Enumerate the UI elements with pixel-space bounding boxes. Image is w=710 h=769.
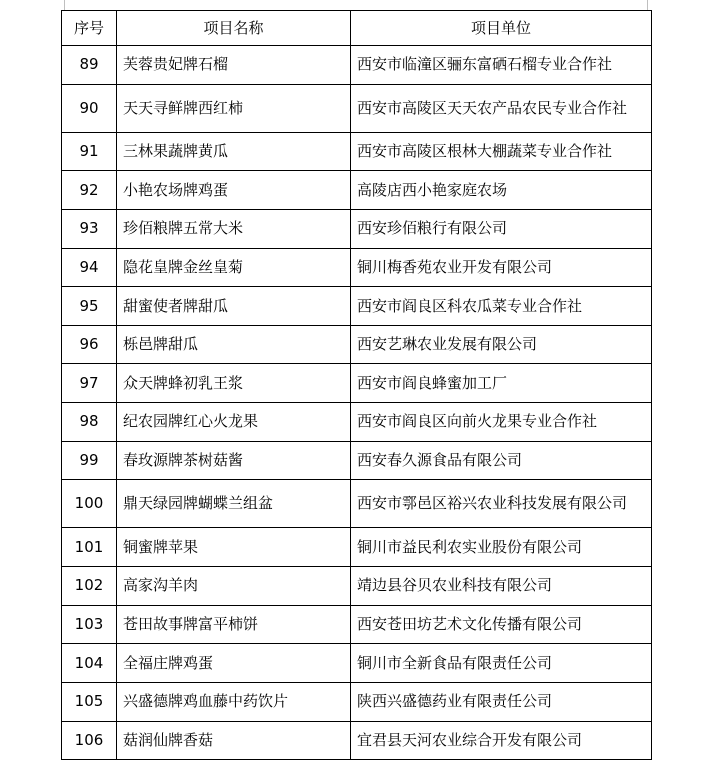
row-unit: 西安春久源食品有限公司 bbox=[351, 441, 652, 480]
row-no: 103 bbox=[62, 605, 117, 644]
row-name: 甜蜜使者牌甜瓜 bbox=[117, 287, 351, 326]
row-no: 101 bbox=[62, 528, 117, 567]
table-row bbox=[62, 287, 652, 326]
table-row bbox=[62, 567, 652, 606]
table-row bbox=[62, 403, 652, 442]
table-row bbox=[62, 441, 652, 480]
row-no: 100 bbox=[62, 480, 117, 528]
row-unit: 铜川市全新食品有限责任公司 bbox=[351, 644, 652, 683]
row-unit: 陕西兴盛德药业有限责任公司 bbox=[351, 682, 652, 721]
row-no: 95 bbox=[62, 287, 117, 326]
row-unit: 西安市阎良区向前火龙果专业合作社 bbox=[351, 403, 652, 442]
row-name: 鼎天绿园牌蝴蝶兰组盆 bbox=[117, 480, 351, 528]
row-name: 春玫源牌茶树菇酱 bbox=[117, 441, 351, 480]
row-unit: 铜川梅香苑农业开发有限公司 bbox=[351, 248, 652, 287]
table-row bbox=[62, 171, 652, 210]
row-no: 91 bbox=[62, 132, 117, 171]
row-name: 全福庄牌鸡蛋 bbox=[117, 644, 351, 683]
table-row bbox=[62, 209, 652, 248]
row-name: 芙蓉贵妃牌石榴 bbox=[117, 46, 351, 85]
row-unit: 西安艺琳农业发展有限公司 bbox=[351, 325, 652, 364]
row-unit: 宜君县天河农业综合开发有限公司 bbox=[351, 721, 652, 760]
project-table bbox=[61, 10, 652, 760]
table-header-row bbox=[62, 11, 652, 46]
row-no: 89 bbox=[62, 46, 117, 85]
header-no: 序号 bbox=[62, 11, 117, 46]
row-name: 小艳农场牌鸡蛋 bbox=[117, 171, 351, 210]
row-no: 105 bbox=[62, 682, 117, 721]
row-no: 94 bbox=[62, 248, 117, 287]
table-row bbox=[62, 644, 652, 683]
row-name: 高家沟羊肉 bbox=[117, 567, 351, 606]
row-unit: 高陵店西小艳家庭农场 bbox=[351, 171, 652, 210]
table-row bbox=[62, 721, 652, 760]
table-row bbox=[62, 364, 652, 403]
row-unit: 西安苍田坊艺术文化传播有限公司 bbox=[351, 605, 652, 644]
page-top-edge bbox=[0, 0, 710, 10]
row-no: 104 bbox=[62, 644, 117, 683]
row-name: 纪农园牌红心火龙果 bbox=[117, 403, 351, 442]
row-no: 96 bbox=[62, 325, 117, 364]
row-name: 三林果蔬牌黄瓜 bbox=[117, 132, 351, 171]
header-name: 项目名称 bbox=[117, 11, 351, 46]
row-unit: 西安市阎良蜂蜜加工厂 bbox=[351, 364, 652, 403]
table-row bbox=[62, 480, 652, 528]
row-unit: 西安市高陵区天天农产品农民专业合作社 bbox=[351, 84, 652, 132]
row-unit: 西安市阎良区科农瓜菜专业合作社 bbox=[351, 287, 652, 326]
row-name: 众天牌蜂初乳王浆 bbox=[117, 364, 351, 403]
row-no: 106 bbox=[62, 721, 117, 760]
row-no: 92 bbox=[62, 171, 117, 210]
row-name: 铜蜜牌苹果 bbox=[117, 528, 351, 567]
row-unit: 铜川市益民利农实业股份有限公司 bbox=[351, 528, 652, 567]
row-unit: 靖边县谷贝农业科技有限公司 bbox=[351, 567, 652, 606]
row-no: 93 bbox=[62, 209, 117, 248]
row-no: 99 bbox=[62, 441, 117, 480]
row-no: 98 bbox=[62, 403, 117, 442]
row-unit: 西安市高陵区根林大棚蔬菜专业合作社 bbox=[351, 132, 652, 171]
row-unit: 西安市临潼区骊东富硒石榴专业合作社 bbox=[351, 46, 652, 85]
row-unit: 西安珍佰粮行有限公司 bbox=[351, 209, 652, 248]
table-row bbox=[62, 132, 652, 171]
row-no: 102 bbox=[62, 567, 117, 606]
row-name: 天天寻鲜牌西红柿 bbox=[117, 84, 351, 132]
row-name: 苍田故事牌富平柿饼 bbox=[117, 605, 351, 644]
row-name: 栎邑牌甜瓜 bbox=[117, 325, 351, 364]
edge-mark-right bbox=[647, 0, 648, 10]
table-row bbox=[62, 325, 652, 364]
row-name: 兴盛德牌鸡血藤中药饮片 bbox=[117, 682, 351, 721]
row-name: 隐花皇牌金丝皇菊 bbox=[117, 248, 351, 287]
row-unit: 西安市鄠邑区裕兴农业科技发展有限公司 bbox=[351, 480, 652, 528]
table-row bbox=[62, 46, 652, 85]
table-row bbox=[62, 605, 652, 644]
header-unit: 项目单位 bbox=[351, 11, 652, 46]
edge-mark-left bbox=[64, 0, 65, 10]
row-name: 菇润仙牌香菇 bbox=[117, 721, 351, 760]
table-row bbox=[62, 84, 652, 132]
table-row bbox=[62, 248, 652, 287]
row-no: 90 bbox=[62, 84, 117, 132]
table-row bbox=[62, 528, 652, 567]
table-row bbox=[62, 682, 652, 721]
row-no: 97 bbox=[62, 364, 117, 403]
row-name: 珍佰粮牌五常大米 bbox=[117, 209, 351, 248]
